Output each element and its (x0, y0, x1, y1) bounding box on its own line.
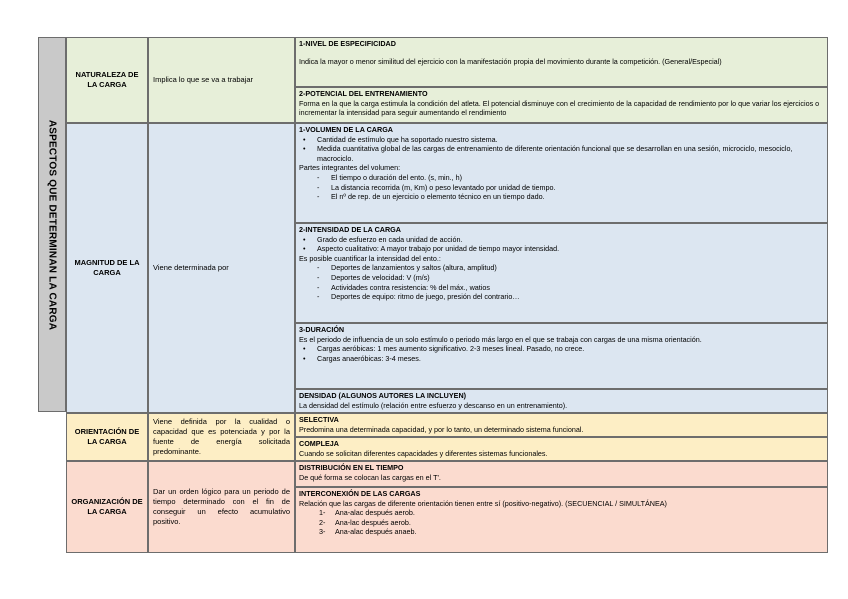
section-subtitle: Es posible cuantificar la intensidad del ento.: (299, 253, 441, 263)
row-label-magnitud: MAGNITUD DE LA CARGA (66, 123, 148, 413)
section-text: Relación que las cargas de diferente orientación tienen entre sí (positivo-negativo). (SECUENCIAL / SIMULTÁNEA) (299, 498, 667, 508)
section-title: DENSIDAD (ALGUNOS AUTORES LA INCLUYEN) (299, 391, 467, 400)
vertical-title-cell (38, 37, 66, 412)
section-densidad (295, 389, 828, 413)
bullet-item: • Cargas aeróbicas: 1 mes aumento significativo. 2-3 meses lineal. Pasado, no crece. (299, 344, 824, 354)
bullet-item: • Cargas anaeróbicas: 3-4 meses. (299, 354, 824, 364)
section-intensidad (295, 223, 828, 323)
vertical-title: ASPECTOS QUE DETERMINAN LA CARGA (46, 119, 58, 330)
row-label-naturaleza: NATURALEZA DE LA CARGA (66, 37, 148, 123)
section-title: INTERCONEXIÓN DE LAS CARGAS (299, 489, 421, 498)
row-description-orientacion: Viene definida por la cualidad o capacidad que es potenciada y por la fuente de energía solicitada predominante. (148, 413, 295, 461)
section-text: La densidad del estímulo (relación entre esfuerzo y descanso en un entrenamiento). (299, 400, 568, 410)
dash-item: - El tiempo o duración del ento. (s, min., h) (299, 173, 824, 183)
row-label-organizacion: ORGANIZACIÓN DE LA CARGA (66, 461, 148, 553)
numbered-item: 2- Ana-lac después aerob. (319, 517, 411, 527)
bullet-item: • Medida cuantitativa global de las cargas de entrenamiento de diferente orientación funcional que se desarrollan en una sesión, microciclo, mesociclo, macrociclo. (299, 144, 824, 163)
dash-item: - Deportes de lanzamientos y saltos (altura, amplitud) (299, 263, 824, 273)
section-text: Indica la mayor o menor similitud del ejercicio con la manifestación propia del movimiento durante la competición. (General/Especial) (299, 56, 722, 66)
section-compleja (295, 437, 828, 461)
bullet-item: • Cantidad de estímulo que ha soportado nuestro sistema. (299, 135, 824, 145)
section-nivel-especificidad (295, 37, 828, 87)
section-title: 1-VOLUMEN DE LA CARGA (299, 125, 393, 134)
section-text: Forma en la que la carga estimula la condición del atleta. El potencial disminuye con el crecimiento de la capacidad de rendimiento por lo que variar los ejercicios o incrementar la intensidad para seguir aumentando el rendimiento (299, 98, 820, 118)
section-distribucion-tiempo (295, 461, 828, 487)
section-title: 3-DURACIÓN (299, 325, 345, 334)
section-duracion (295, 323, 828, 389)
section-title: 2-POTENCIAL DEL ENTRENAMIENTO (299, 89, 428, 98)
section-title: SELECTIVA (299, 415, 339, 424)
load-aspects-table (38, 37, 828, 537)
dash-item: - Deportes de equipo: ritmo de juego, presión del contrario… (299, 292, 824, 302)
section-selectiva (295, 413, 828, 437)
bullet-item: • Grado de esfuerzo en cada unidad de acción. (299, 235, 824, 245)
row-description-organizacion: Dar un orden lógico para un periodo de tiempo determinado con el fin de conseguir un efecto acumulativo positivo. (148, 461, 295, 553)
section-text: Cuando se solicitan diferentes capacidades y diferentes sistemas funcionales. (299, 448, 548, 458)
row-description-magnitud: Viene determinada por (148, 123, 295, 413)
section-title: COMPLEJA (299, 439, 339, 448)
section-title: 1-NIVEL DE ESPECIFICIDAD (299, 39, 396, 48)
section-text: Es el periodo de influencia de un solo estímulo o periodo más largo en el que se trabaja con cargas de una misma orientación. (299, 334, 702, 344)
dash-item: - Actividades contra resistencia: % del máx., watios (299, 283, 824, 293)
row-label-orientacion: ORIENTACIÓN DE LA CARGA (66, 413, 148, 461)
section-title: 2-INTENSIDAD DE LA CARGA (299, 225, 401, 234)
numbered-item: 3- Ana-alac después anaeb. (319, 527, 417, 537)
section-title: DISTRIBUCIÓN EN EL TIEMPO (299, 463, 404, 472)
bullet-item: • Aspecto cualitativo: A mayor trabajo por unidad de tiempo mayor intensidad. (299, 244, 824, 254)
dash-item: - El nº de rep. de un ejercicio o elemento técnico en un tiempo dado. (299, 192, 824, 202)
numbered-item: 1- Ana-alac después aerob. (319, 508, 415, 518)
dash-item: - Deportes de velocidad: V (m/s) (299, 273, 824, 283)
section-text: De qué forma se colocan las cargas en el T'. (299, 472, 441, 482)
row-description-naturaleza: Implica lo que se va a trabajar (148, 37, 295, 123)
section-text: Predomina una determinada capacidad, y por lo tanto, un determinado sistema funcional. (299, 424, 584, 434)
section-potencial-entrenamiento (295, 87, 828, 123)
section-volumen (295, 123, 828, 223)
dash-item: - La distancia recorrida (m, Km) o peso levantado por unidad de tiempo. (299, 183, 824, 193)
section-subtitle: Partes integrantes del volumen: (299, 163, 401, 173)
section-interconexion-cargas (295, 487, 828, 553)
